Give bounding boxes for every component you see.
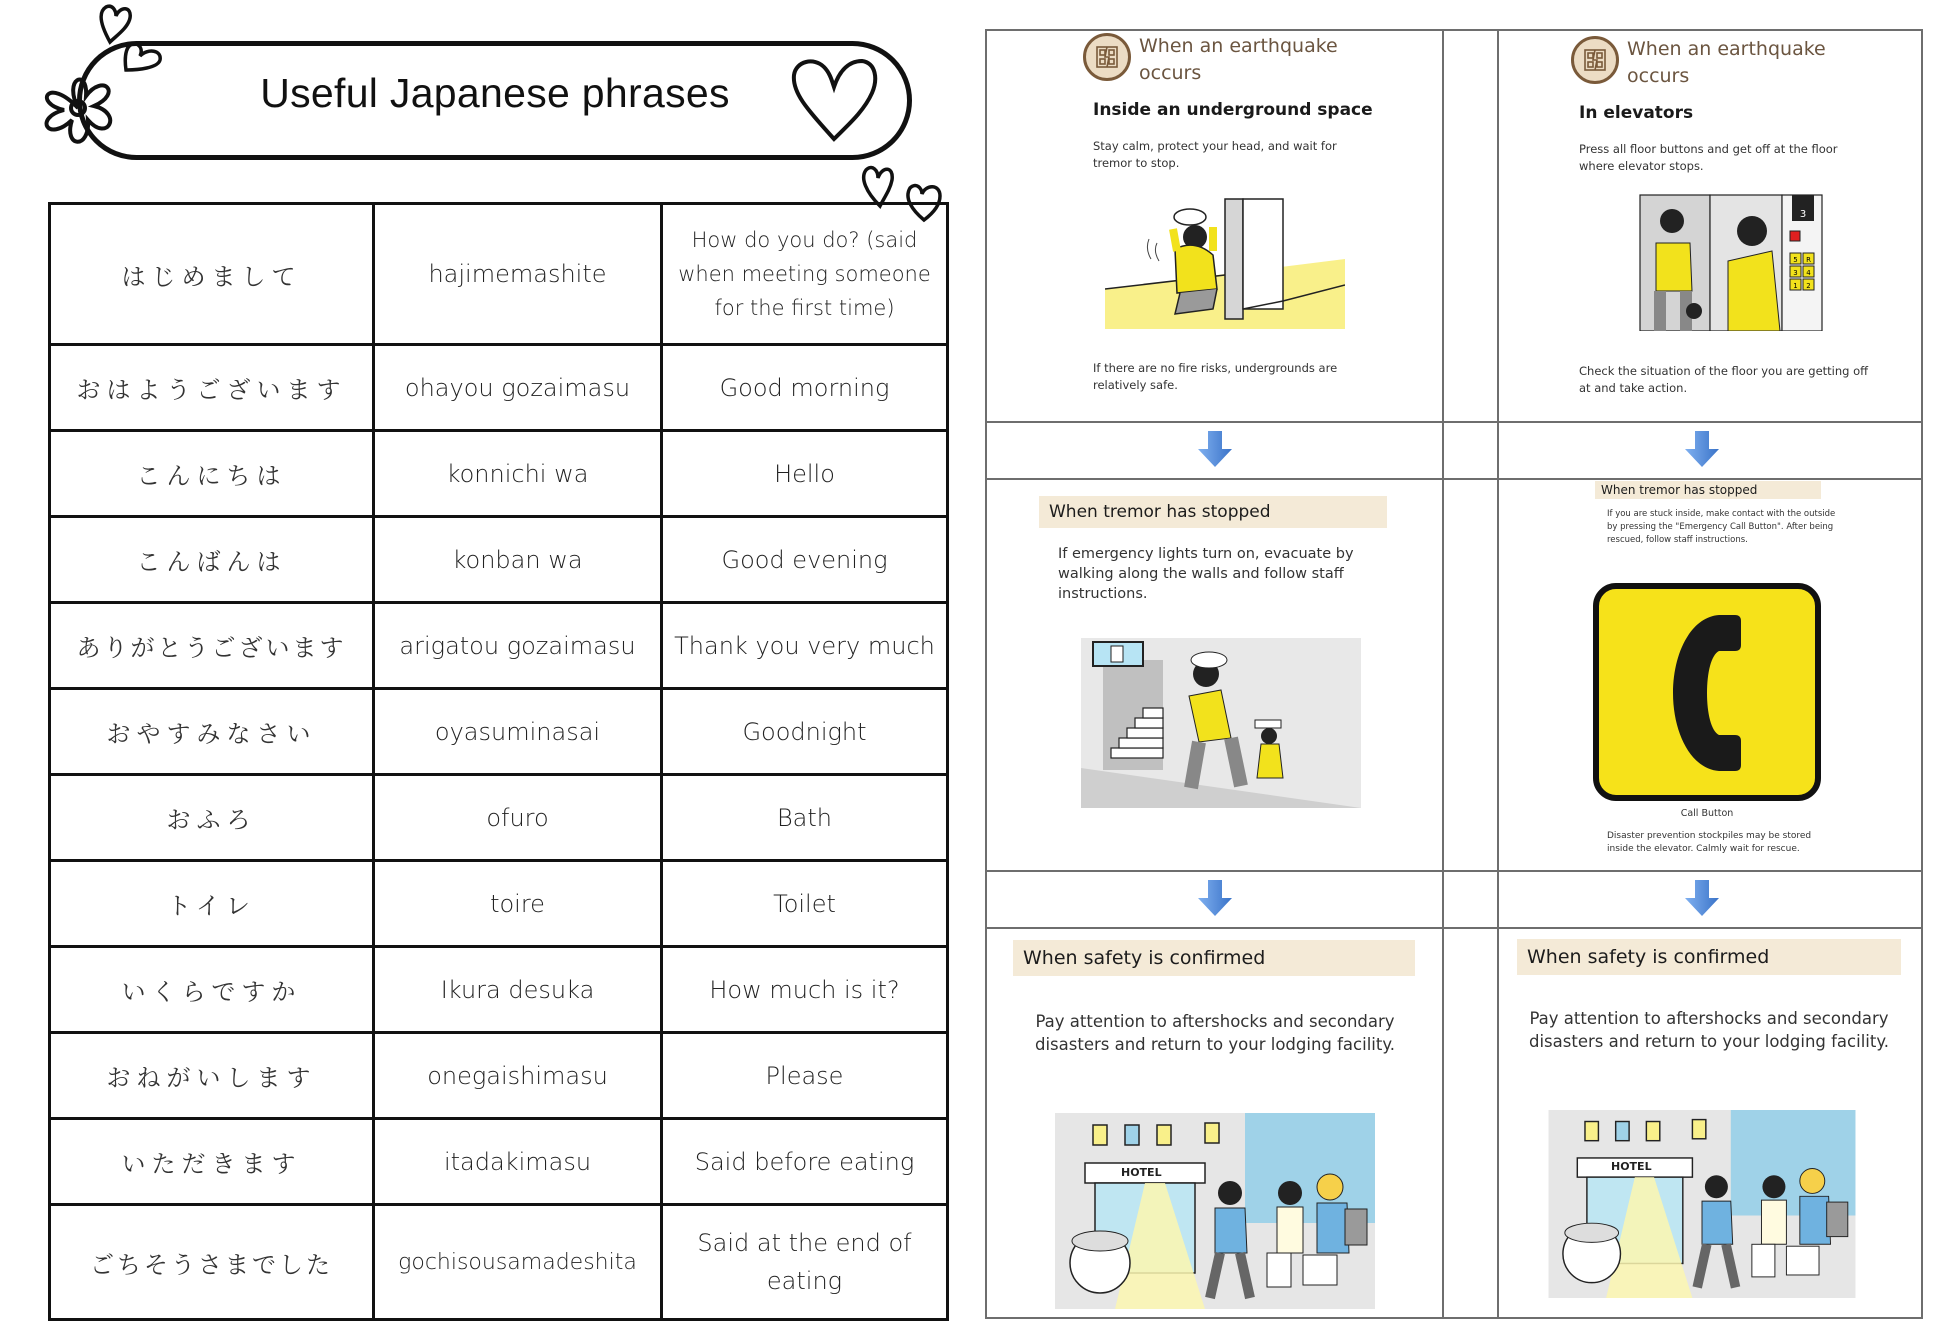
svg-text:5: 5 — [1793, 256, 1798, 264]
romaji-cell: oyasuminasai — [374, 689, 662, 775]
table-row — [50, 204, 948, 345]
safety-confirmed-band — [1013, 940, 1415, 976]
english-cell: Good morning — [662, 345, 948, 431]
romaji-cell: hajimemashite — [374, 204, 662, 345]
arrow-down-icon — [1196, 880, 1234, 918]
japanese-cell: ありがとうございます — [50, 603, 374, 689]
svg-text:2: 2 — [1806, 282, 1811, 290]
heart-icon — [120, 38, 166, 74]
romaji-cell: itadakimasu — [374, 1119, 662, 1205]
hotel-return-illustration — [1547, 1110, 1857, 1298]
flower-icon — [28, 58, 128, 158]
english-cell: Bath — [662, 775, 948, 861]
note-text: Check the situation of the floor you are getting off at and take action. — [1579, 364, 1869, 395]
english-cell: Good evening — [662, 517, 948, 603]
japanese-cell: おはようございます — [50, 345, 374, 431]
table-row — [50, 603, 948, 689]
stockpile-text: Disaster prevention stockpiles may be stored inside the elevator. Calmly wait for rescue. — [1607, 831, 1812, 854]
english-cell: Hello — [662, 431, 948, 517]
underground-tremor-stopped-cell — [985, 478, 1442, 870]
heart-icon — [788, 55, 880, 145]
instruction-text: Press all floor buttons and get off at the floor where elevator stops. — [1579, 142, 1838, 173]
grid-line — [1921, 29, 1923, 1319]
japanese-cell: おねがいします — [50, 1033, 374, 1119]
earthquake-icon — [1083, 33, 1131, 81]
arrow-down-icon — [1683, 880, 1721, 918]
arrow-down-icon — [1683, 431, 1721, 469]
english-cell: Goodnight — [662, 689, 948, 775]
call-button-caption: Call Button — [1680, 808, 1734, 819]
scenario-title: In elevators — [1579, 103, 1694, 123]
grid-line — [985, 1317, 1923, 1319]
tremor-stopped-heading: When tremor has stopped — [1049, 502, 1271, 522]
japanese-cell: ごちそうさまでした — [50, 1205, 374, 1320]
japanese-cell: こんばんは — [50, 517, 374, 603]
romaji-cell: ofuro — [374, 775, 662, 861]
english-cell: Said before eating — [662, 1119, 948, 1205]
english-cell: How much is it? — [662, 947, 948, 1033]
phone-icon — [1593, 583, 1821, 801]
table-row — [50, 689, 948, 775]
grid-line — [1442, 29, 1444, 1319]
hotel-return-illustration — [1055, 1113, 1375, 1309]
elevator-during-cell — [1497, 29, 1921, 421]
instruction-text: Stay calm, protect your head, and wait for tremor to stop. — [1093, 139, 1337, 170]
hotel-sign: HOTEL — [1121, 1166, 1162, 1179]
english-cell: Please — [662, 1033, 948, 1119]
table-row — [50, 517, 948, 603]
english-cell: Thank you very much — [662, 603, 948, 689]
table-row — [50, 345, 948, 431]
safety-confirmed-text: Pay attention to aftershocks and secondary disasters and return to your lodging facility. — [1034, 1012, 1395, 1054]
japanese-cell: いただきます — [50, 1119, 374, 1205]
underground-safety-cell — [985, 927, 1442, 1317]
tremor-stopped-text: If you are stuck inside, make contact with the outside by pressing the "Emergency Call Button". After being rescued, follow staff instructions. — [1607, 509, 1836, 545]
english-cell: Said at the end of eating — [662, 1205, 948, 1320]
romaji-cell: arigatou gozaimasu — [374, 603, 662, 689]
grid-line — [985, 870, 1923, 872]
crouching-person-illustration — [1105, 189, 1345, 329]
phrase-table — [48, 202, 949, 1321]
safety-confirmed-text: Pay attention to aftershocks and secondary disasters and return to your lodging facility. — [1528, 1009, 1889, 1051]
japanese-cell: いくらですか — [50, 947, 374, 1033]
english-cell: How do you do? (said when meeting someone for the first time) — [662, 204, 948, 345]
svg-text:4: 4 — [1806, 269, 1811, 277]
earthquake-guide — [985, 29, 1923, 1319]
romaji-cell: onegaishimasu — [374, 1033, 662, 1119]
tremor-stopped-band — [1039, 496, 1387, 528]
japanese-cell: おふろ — [50, 775, 374, 861]
table-row — [50, 861, 948, 947]
elevator-safety-cell — [1497, 927, 1921, 1317]
table-row — [50, 775, 948, 861]
svg-text:R: R — [1806, 256, 1811, 264]
romaji-cell: konban wa — [374, 517, 662, 603]
japanese-cell: はじめまして — [50, 204, 374, 345]
elevator-tremor-stopped-cell — [1497, 478, 1921, 870]
earthquake-icon — [1571, 36, 1619, 84]
arrow-down-icon — [1196, 431, 1234, 469]
table-row — [50, 1205, 948, 1320]
safety-confirmed-heading: When safety is confirmed — [1527, 946, 1770, 968]
romaji-cell: toire — [374, 861, 662, 947]
english-cell: Toilet — [662, 861, 948, 947]
floor-indicator: 3 — [1799, 209, 1807, 220]
section-header-text: When an earthquake occurs — [1627, 38, 1826, 87]
romaji-cell: gochisousamadeshita — [374, 1205, 662, 1320]
section-header — [1083, 33, 1359, 87]
tremor-stopped-heading: When tremor has stopped — [1601, 483, 1758, 497]
safety-confirmed-band — [1517, 939, 1901, 975]
section-header-text: When an earthquake occurs — [1139, 35, 1338, 84]
table-row — [50, 1033, 948, 1119]
elevator-illustration — [1632, 191, 1827, 331]
romaji-cell: ohayou gozaimasu — [374, 345, 662, 431]
svg-text:1: 1 — [1793, 282, 1798, 290]
page-title: Useful Japanese phrases — [260, 70, 730, 116]
romaji-cell: Ikura desuka — [374, 947, 662, 1033]
romaji-cell: konnichi wa — [374, 431, 662, 517]
scenario-title: Inside an underground space — [1093, 100, 1373, 120]
tremor-stopped-text: If emergency lights turn on, evacuate by walking along the walls and follow staff instructions. — [1058, 546, 1354, 602]
grid-line — [985, 421, 1923, 423]
japanese-cell: トイレ — [50, 861, 374, 947]
underground-during-cell — [985, 29, 1442, 421]
table-row — [50, 1119, 948, 1205]
svg-text:3: 3 — [1793, 269, 1798, 277]
table-row — [50, 431, 948, 517]
evacuation-illustration — [1081, 638, 1361, 808]
japanese-cell: おやすみなさい — [50, 689, 374, 775]
safety-confirmed-heading: When safety is confirmed — [1023, 947, 1266, 969]
section-header — [1571, 36, 1847, 90]
tremor-stopped-band — [1595, 481, 1821, 499]
table-row — [50, 947, 948, 1033]
hotel-sign: HOTEL — [1611, 1160, 1652, 1173]
note-text: If there are no fire risks, undergrounds are relatively safe. — [1093, 361, 1338, 392]
japanese-cell: こんにちは — [50, 431, 374, 517]
